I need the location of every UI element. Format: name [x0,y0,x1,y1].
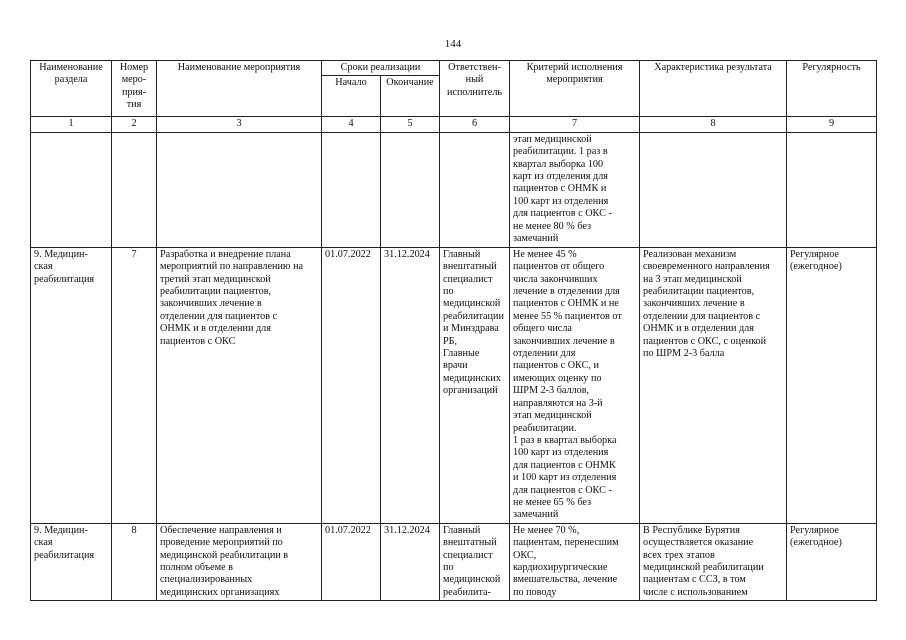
cell-event: Разработка и внедрение плана мероприятий по направлению на третий этап медицинской реабилитации пациентов, закончивших лечение в отделении для пациентов с ОНМК и в отделении для пациентов с ОКС [157,247,322,523]
header-criterion: Критерий исполнения мероприятия [510,61,640,117]
cell-start: 01.07.2022 [322,523,381,600]
header-section-name: Наименование раздела [31,61,112,117]
column-number-row [31,117,877,132]
column-number: 9 [787,117,877,132]
column-number: 1 [31,117,112,132]
cell-end: 31.12.2024 [381,523,440,600]
page-number: 144 [444,38,462,50]
cell-criterion: этап медицинской реабилитации. 1 раз в квартал выборка 100 карт из отделения для пациентов с ОНМК и 100 карт из отделения для пациентов с ОКС - не менее 80 % без замечаний [510,132,640,247]
cell-criterion: Не менее 70 %, пациентам, перенесшим ОКС, кардиохирургические вмешательства, лечение по поводу [510,523,640,600]
header-end: Окончание [381,76,440,117]
header-deadlines: Сроки реализации [322,61,440,76]
cell-number: 7 [112,247,157,523]
header-result: Характеристика результата [640,61,787,117]
table-row [31,132,877,247]
column-number: 5 [381,117,440,132]
header-responsible: Ответствен- ный исполнитель [440,61,510,117]
cell-end [381,132,440,247]
cell-number: 8 [112,523,157,600]
cell-result: В Республике Бурятия осуществляется оказание всех трех этапов медицинской реабилитации пациентам с ССЗ, в том числе с использованием [640,523,787,600]
column-number: 8 [640,117,787,132]
column-number: 4 [322,117,381,132]
column-number: 7 [510,117,640,132]
cell-end: 31.12.2024 [381,247,440,523]
cell-responsible [440,132,510,247]
column-number: 3 [157,117,322,132]
cell-section: 9. Медицин- ская реабилитация [31,523,112,600]
table-row [31,247,877,523]
cell-section: 9. Медицин- ская реабилитация [31,247,112,523]
activity-table [30,60,877,601]
header-start: Начало [322,76,381,117]
column-number: 6 [440,117,510,132]
cell-start: 01.07.2022 [322,247,381,523]
header-row [31,61,877,76]
cell-event [157,132,322,247]
cell-section [31,132,112,247]
cell-result [640,132,787,247]
header-event-name: Наименование мероприятия [157,61,322,117]
cell-regularity [787,132,877,247]
cell-responsible: Главный внештатный специалист по медицинской реабилитации и Минздрава РБ, Главные врачи медицинских организаций [440,247,510,523]
cell-event: Обеспечение направления и проведение мероприятий по медицинской реабилитации в полном объеме в специализированных медицинских организациях [157,523,322,600]
cell-result: Реализован механизм своевременного направления на 3 этап медицинской реабилитации пациентов, закончивших лечение в отделении для пациентов с ОНМК и в отделении для пациентов с ОКС, с оценкой по ШРМ 2-3 балла [640,247,787,523]
cell-start [322,132,381,247]
cell-regularity: Регулярное (ежегодное) [787,247,877,523]
cell-criterion: Не менее 45 % пациентов от общего числа закончивших лечение в отделении для пациентов с ОНМК и не менее 55 % пациентов от общего числа закончивших лечение в отделении для пациентов с ОКС, и имеющих оценку по ШРМ 2-3 баллов, направляются на 3-й этап медицинской реабилитации. 1 раз в квартал выборка 100 карт из отделения для пациентов с ОНМК и 100 карт из отделения для пациентов с ОКС - не менее 65 % без замечаний [510,247,640,523]
header-regularity: Регулярность [787,61,877,117]
cell-number [112,132,157,247]
cell-regularity: Регулярное (ежегодное) [787,523,877,600]
column-number: 2 [112,117,157,132]
table-row [31,523,877,600]
cell-responsible: Главный внештатный специалист по медицинской реабилита- [440,523,510,600]
header-item-number: Номер меро- прия- тия [112,61,157,117]
